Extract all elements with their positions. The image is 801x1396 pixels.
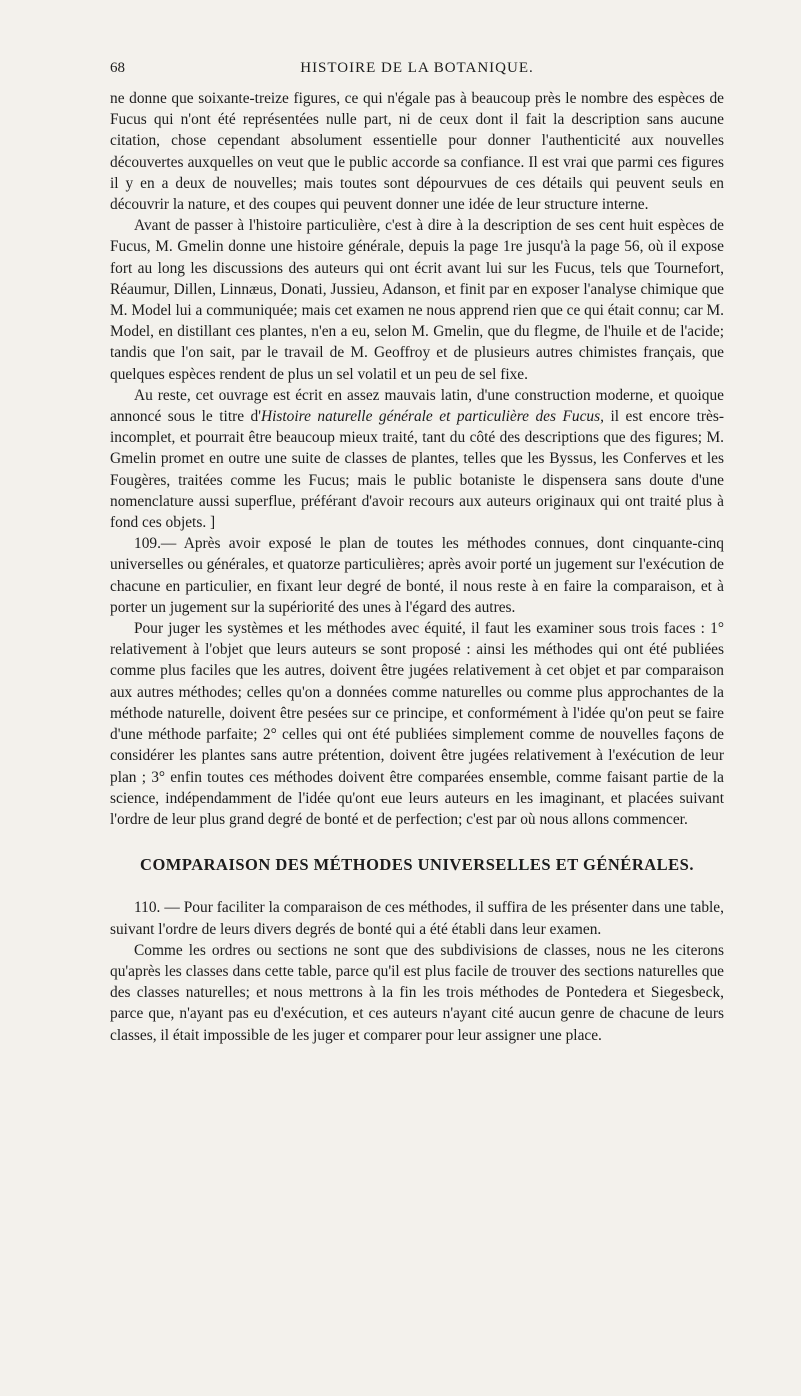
paragraph: 109.— Après avoir exposé le plan de toutes les méthodes connues, dont cinquante-cinq universelles ou générales, et quatorze particulières; après avoir porté un jugement sur l'exécution de chacune en particulier, en fixant leur degré de bonté, il nous reste à en faire la comparaison, et à porter un jugement sur la supériorité des unes à l'égard des autres. bbox=[110, 535, 724, 616]
paragraph: ne donne que soixante-treize figures, ce qui n'égale pas à beaucoup près le nombre des espèces de Fucus qui n'ont été représentées nulle part, ni de ceux dont il fait la description sans aucune citation, chose cependant absolument essentielle pour donner l'authenticité aux nouvelles découvertes auxquelles on veut que le public accorde sa confiance. Il est vrai que parmi ces figures il y en a deux de nouvelles; mais toutes sont dépourvues de ces détails qui peuvent seuls en découvrir la nature, et des coupes qui peuvent donner une idée de leur structure interne. bbox=[110, 90, 724, 214]
paragraph-text: Au reste, cet ouvrage est écrit en assez mauvais latin, d'une construction moderne, et quoique annoncé sous le titre d' bbox=[110, 386, 724, 426]
page-number: 68 bbox=[110, 60, 125, 76]
paragraph bbox=[110, 385, 724, 533]
section-heading: COMPARAISON DES MÉTHODES UNIVERSELLES ET GÉNÉRALES. bbox=[140, 855, 694, 875]
paragraph: Comme les ordres ou sections ne sont que des subdivisions de classes, nous ne les citerons qu'après les classes dans cette table, parce qu'il est plus facile de trouver des sections naturelles que des classes naturelles; et nous mettrons à la fin les trois méthodes de Pontedera et Siegesbeck, parce que, n'ayant pas eu d'exécution, et ces auteurs n'ayant cité aucun genre de chacune de leurs classes, il était impossible de les juger et comparer pour leur assigner une place. bbox=[110, 941, 724, 1044]
paragraph: Avant de passer à l'histoire particulière, c'est à dire à la description de ses cent huit espèces de Fucus, M. Gmelin donne une histoire générale, depuis la page 1re jusqu'à la page 56, où il expose fort au long les discussions des auteurs qui ont écrit avant lui sur les Fucus, tels que Tournefort, Réaumur, Dillen, Linnæus, Donati, Jussieu, Adanson, et finit par en exposer l'analyse chimique que M. Model lui a communiquée; mais cet examen ne nous apprend rien que ce qui était connu; car M. Model, en distillant ces plantes, n'en a eu, selon M. Gmelin, que du flegme, de l'huile et de l'acide; tandis que l'on sait, par le travail de M. Geoffroy et de plusieurs autres chimistes français, que quelques espèces rendent de plus un sel volatil et un peu de sel fixe. bbox=[110, 217, 724, 383]
paragraph-text: il est encore très-incomplet, et pourrait être beaucoup mieux traité, tant du côté des descriptions que des figures; M. Gmelin promet en outre une suite de classes de plantes, telles que les Byssus, les Conferves et les Fougères, traitées comme les Fucus; mais le public botaniste le dispensera sans doute d'une nomenclature aussi superflue, préférant d'avoir recours aux auteurs originaux qui ont traité plus à fond ces objets. ] bbox=[110, 408, 724, 532]
paragraph: Pour juger les systèmes et les méthodes avec équité, il faut les examiner sous trois faces : 1° relativement à l'objet que leurs auteurs se sont proposé : ainsi les méthodes qui ont été publiées comme plus faciles que les autres, doivent être jugées relativement à cet objet et par comparaison aux autres méthodes; celles qu'on a données comme naturelles ou comme plus approchantes de la méthode naturelle, doivent être pesées sur ce principe, et conformément à l'idée qu'on peut se faire d'une méthode parfaite; 2° celles qui ont été publiées simplement comme de nouvelles façons de considérer les plantes sans autre prétention, doivent être jugées relativement à l'exécution de leur plan ; 3° enfin toutes ces méthodes doivent être comparées ensemble, comme faisant partie de la science, indépendamment de l'idée qu'ont eue leurs auteurs en les imaginant, et placées suivant l'ordre de leur plus grand degré de bonté et de perfection; c'est par où nous allons commencer. bbox=[110, 620, 724, 828]
book-title: Histoire naturelle générale et particulière des Fucus, bbox=[261, 408, 604, 426]
paragraph: 110. — Pour faciliter la comparaison de ces méthodes, il suffira de les présenter dans une table, suivant l'ordre de leurs divers degrés de bonté qui a été établi dans leur examen. bbox=[110, 899, 724, 938]
page-header bbox=[110, 60, 724, 82]
body-text bbox=[110, 88, 724, 1046]
running-title: HISTOIRE DE LA BOTANIQUE. bbox=[300, 60, 534, 76]
